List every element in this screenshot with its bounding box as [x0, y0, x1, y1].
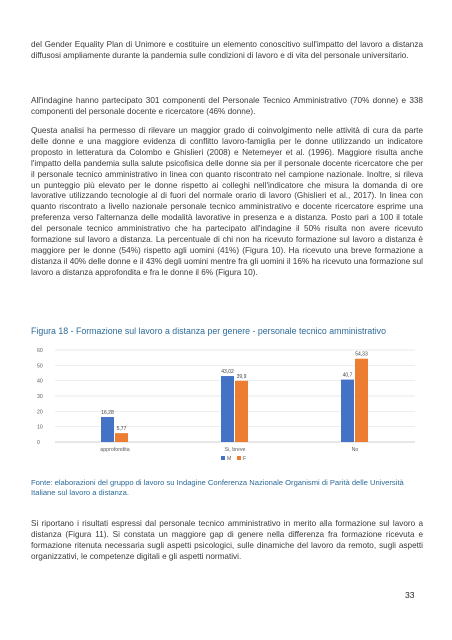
y-tick-label: 0	[37, 440, 40, 446]
legend-label: M	[227, 456, 232, 462]
page-number: 33	[405, 590, 415, 600]
x-tick-label: No	[351, 447, 359, 453]
bar-M	[221, 376, 234, 442]
paragraph-analysis: Questa analisi ha permesso di rilevare un maggior grado di coinvolgimento nelle attività di cura da parte delle donne e una maggiore evidenza di conflitto lavoro-famiglia per le donne utilizzando un indicatore proposto in letteratura da Colombo e Ghislieri (2008) e Netemeyer et al. (1996). Maggiore risulta anche l'impatto della pandemia sulla salute psicofisica delle donne sia per il personale docente ricercatore che per il personale tecnico amministrativo in linea con quanto riscontrato nel campione nazionale. Inoltre, si rileva un punteggio più elevato per le donne rispetto ai colleghi nell'indicatore che misura la domanda di ore lavorative utilizzando tecnologie al di fuori del normale orario di lavoro (Ghislieri et al., 2017). In linea con quanto riscontrato a livello nazionale personale tecnico amministrativo e docente ricercatore esprime una preferenza verso l'alternanza delle modalità lavorative in presenza e a distanza. Posto pari a 100 il totale del personale tecnico amministrativo che ha partecipato all'indagine il 50% risulta non avere ricevuto formazione sul lavoro a distanza. La percentuale di chi non ha ricevuto formazione sul lavoro a distanza è maggiore per le donne (54%) rispetto agli uomini (41%) (Figura 10). Ha ricevuto una breve formazione a distanza il 40% delle donne e il 43% degli uomini mentre fra gli uomini il 16% ha ricevuto una formazione sul lavoro a distanza approfondita e fra le donne il 6% (Figura 10).	[31, 126, 423, 277]
x-tick-label: Si, breve	[224, 447, 246, 453]
y-tick-label: 40	[37, 378, 43, 385]
y-tick-label: 10	[37, 424, 43, 431]
bar-M	[101, 417, 114, 442]
figure-title: Figura 18 - Formazione sul lavoro a distanza per genere - personale tecnico amministrativo	[31, 326, 386, 336]
legend-label: F	[243, 456, 247, 462]
data-label: 54,33	[355, 351, 368, 358]
y-tick-label: 20	[37, 409, 43, 416]
bar-F	[115, 433, 128, 442]
data-label: 5,77	[116, 426, 127, 433]
data-label: 39,9	[236, 373, 247, 380]
paragraph-results: Si riportano i risultati espressi dal personale tecnico amministrativo in merito alla formazione sul lavoro a distanza (Figura 11). Si constata un maggiore gap di genere nella differenza fra formazione ricevuta e formazione ritenuta necessaria sugli aspetti psicologici, sulle dinamiche del lavoro da remoto, sugli aspetti organizzativi, le competenze digitali e gli aspetti normativi.	[31, 519, 423, 561]
data-label: 16,28	[101, 410, 114, 417]
legend-swatch-M	[221, 456, 225, 460]
data-label: 40,7	[342, 372, 353, 379]
legend-swatch-F	[237, 456, 241, 460]
bar-F	[355, 359, 368, 442]
y-tick-label: 50	[37, 363, 43, 370]
x-tick-label: approfondita	[100, 447, 130, 453]
bar-M	[341, 380, 354, 442]
paragraph-participants: All'indagine hanno partecipato 301 componenti del Personale Tecnico Amministrativo (70% donne) e 338 componenti del personale docente e ricercatore (46% donne).	[31, 96, 423, 116]
figure-source: Fonte: elaborazioni del gruppo di lavoro su Indagine Conferenza Nazionale Organismi di Parità delle Università Italiane sul lavoro a distanza.	[31, 478, 404, 497]
bar-chart	[31, 344, 423, 470]
y-tick-label: 30	[37, 394, 43, 400]
data-label: 43,02	[221, 369, 234, 376]
bar-F	[235, 381, 248, 442]
y-tick-label: 60	[37, 348, 43, 354]
paragraph-intro: del Gender Equality Plan di Unimore e costituire un elemento conoscitivo sull'impatto del lavoro a distanza diffusosi ampliamente durante la pandemia sulle condizioni di lavoro e di vita del personale universitario.	[31, 40, 423, 60]
